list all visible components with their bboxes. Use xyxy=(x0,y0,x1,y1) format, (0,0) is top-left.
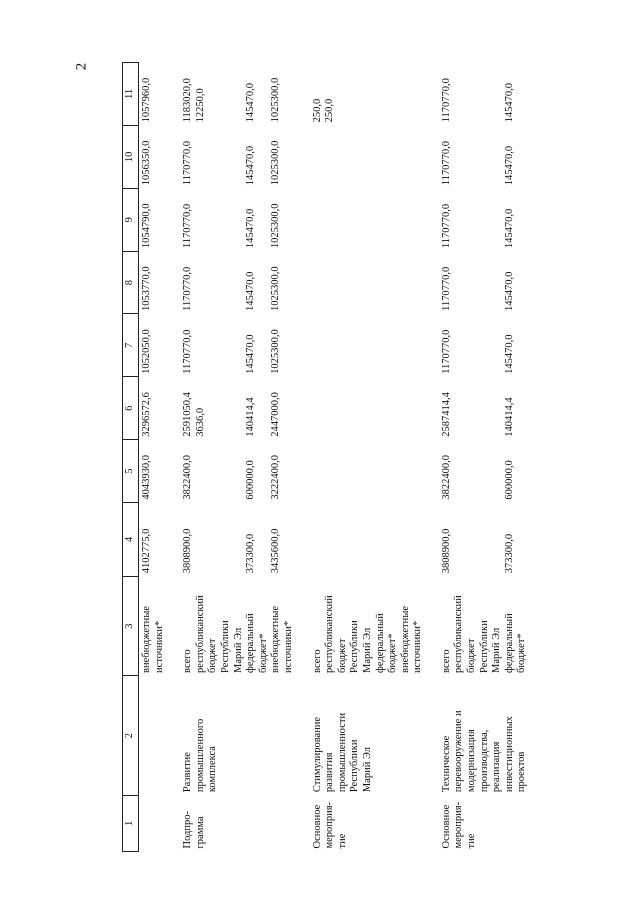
item-type-cell-line: Подпро- xyxy=(182,811,194,849)
year-value-cell xyxy=(310,377,427,440)
year-value-cell xyxy=(139,188,169,251)
year-value-cell-line xyxy=(479,317,492,374)
funding-source-cell-line: бюджет xyxy=(466,638,478,673)
year-value-cell-line: 1170770,0 xyxy=(440,203,452,249)
funding-source-cell-line: республиканский xyxy=(194,595,206,673)
year-value-cell-line xyxy=(233,191,246,248)
column-header-10: 10 xyxy=(123,125,139,188)
year-value-cell-line: 373300,0 xyxy=(245,533,257,574)
funding-source-cell-line: Республики xyxy=(478,620,490,673)
year-value-cell-line xyxy=(466,66,479,123)
column-header-1: 1 xyxy=(123,795,139,851)
item-name-cell-line: Развитие xyxy=(182,752,194,793)
year-value-cell-line: 1170770,0 xyxy=(440,329,452,374)
year-value-cell-line: 600000,0 xyxy=(245,460,257,500)
year-value-cell-line xyxy=(258,443,271,500)
year-value-cell xyxy=(180,125,297,188)
year-value-cell-line xyxy=(491,317,504,374)
year-value-cell-line: 4043930,0 xyxy=(141,454,152,500)
year-value-cell-line xyxy=(207,380,220,437)
year-value-cell-line: 1025300,0 xyxy=(270,203,282,249)
funding-source-cell-line: Республики xyxy=(219,620,231,673)
year-value-cell xyxy=(139,440,169,503)
year-value-cell-line xyxy=(466,317,479,374)
year-value-cell-line: 140414,4 xyxy=(245,397,257,437)
year-value-cell-line xyxy=(466,254,479,311)
year-value-cell xyxy=(439,314,531,377)
year-value-cell-line: 1170770,0 xyxy=(182,329,194,374)
item-name-cell-line: Марий Эл xyxy=(361,747,373,793)
year-value-cell-line xyxy=(466,506,479,574)
year-value-cell-line xyxy=(195,254,208,311)
year-value-cell-line: 1170770,0 xyxy=(440,141,452,186)
table-row xyxy=(180,63,297,852)
year-value-cell-line: 600000,0 xyxy=(503,460,515,500)
year-value-cell xyxy=(180,251,297,314)
year-value-cell-line xyxy=(258,128,271,185)
year-value-cell-line xyxy=(220,254,233,311)
funding-source-cell-line: всего xyxy=(440,649,452,673)
year-value-cell-line xyxy=(207,254,220,311)
year-value-cell-line xyxy=(233,506,246,574)
item-name-cell-line: проектов xyxy=(516,751,528,793)
item-name-cell xyxy=(139,676,169,795)
year-value-cell-line: 145470,0 xyxy=(245,83,257,123)
year-value-cell-line xyxy=(207,317,220,374)
year-value-cell-line xyxy=(207,128,220,185)
year-value-cell xyxy=(439,503,531,577)
year-value-cell-line: 3808900,0 xyxy=(440,528,452,574)
year-value-cell-line xyxy=(453,254,466,311)
item-type-cell xyxy=(180,795,297,851)
year-value-cell xyxy=(439,377,531,440)
year-value-cell-line: 145470,0 xyxy=(503,145,515,186)
funding-source-cell-line: всего xyxy=(182,649,194,673)
item-type-cell-line: мероприя- xyxy=(324,801,336,849)
year-value-cell xyxy=(180,314,297,377)
column-header-7: 7 xyxy=(123,314,139,377)
year-value-cell-line: 145470,0 xyxy=(245,208,257,249)
item-name-cell-line: инвестиционных xyxy=(503,716,515,793)
funding-source-cell xyxy=(439,576,531,676)
item-name-cell-line: промышленности xyxy=(336,712,348,793)
year-value-cell-line xyxy=(491,128,504,185)
year-value-cell xyxy=(180,377,297,440)
item-name-cell xyxy=(439,676,531,795)
year-value-cell xyxy=(310,251,427,314)
item-type-cell xyxy=(310,795,427,851)
year-value-cell-line: 3222400,0 xyxy=(270,454,282,500)
column-header-3: 3 xyxy=(123,576,139,676)
year-value-cell-line: 3636,0 xyxy=(194,407,206,437)
year-value-cell-line xyxy=(195,506,208,574)
year-value-cell-line xyxy=(479,254,492,311)
year-value-cell-line xyxy=(233,443,246,500)
year-value-cell xyxy=(139,125,169,188)
row-spacer xyxy=(427,63,439,852)
funding-source-cell-line: республиканский xyxy=(324,595,336,673)
item-type-cell xyxy=(139,795,169,851)
year-value-cell-line: 3296572,6 xyxy=(141,392,152,437)
year-value-cell xyxy=(180,503,297,577)
item-name-cell-line: Республики xyxy=(349,739,361,793)
year-value-cell-line xyxy=(207,506,220,574)
funding-source-cell-line: бюджет* xyxy=(387,633,399,673)
year-value-cell-line xyxy=(479,380,492,437)
year-value-cell-line xyxy=(258,317,271,374)
item-name-cell-line: Техническое xyxy=(440,735,452,793)
item-name-cell-line: реализация xyxy=(491,741,503,793)
year-value-cell-line xyxy=(479,506,492,574)
year-value-cell-line: 145470,0 xyxy=(503,271,515,311)
item-name-cell-line: модернизация xyxy=(466,729,478,793)
year-value-cell-line: 1057960,0 xyxy=(141,77,152,123)
funding-source-cell-line: Марий Эл xyxy=(491,627,503,673)
rotated-page-content xyxy=(122,62,532,852)
item-name-cell-line: промышленного xyxy=(194,718,206,793)
year-value-cell-line xyxy=(258,380,271,437)
year-value-cell-line xyxy=(195,191,208,248)
item-name-cell-line: производства, xyxy=(478,729,490,793)
year-value-cell-line xyxy=(491,66,504,123)
year-value-cell-line: 4102775,0 xyxy=(141,528,152,574)
table-row xyxy=(139,63,169,852)
year-value-cell-line xyxy=(491,191,504,248)
funding-source-cell-line: внебюджетные xyxy=(399,606,411,673)
year-value-cell xyxy=(139,63,169,126)
year-value-cell-line xyxy=(466,128,479,185)
budget-table xyxy=(122,62,531,852)
year-value-cell xyxy=(439,251,531,314)
year-value-cell-line: 1170770,0 xyxy=(182,141,194,186)
year-value-cell xyxy=(439,440,531,503)
funding-source-cell xyxy=(310,576,427,676)
year-value-cell-line: 2447000,0 xyxy=(270,392,282,437)
item-name-cell xyxy=(180,676,297,795)
year-value-cell-line xyxy=(220,443,233,500)
column-header-4: 4 xyxy=(123,503,139,577)
item-type-cell-line: Основное xyxy=(440,804,452,849)
year-value-cell-line: 3822400,0 xyxy=(440,454,452,500)
year-value-cell-line: 1025300,0 xyxy=(270,329,282,374)
table-header xyxy=(123,63,139,852)
year-value-cell xyxy=(180,63,297,126)
item-type-cell-line: Основное xyxy=(311,804,323,849)
funding-source-cell-line: источники* xyxy=(153,620,165,673)
year-value-cell-line xyxy=(207,443,220,500)
year-value-cell-line: 145470,0 xyxy=(503,83,515,123)
year-value-cell-line: 145470,0 xyxy=(245,145,257,186)
year-value-cell xyxy=(439,188,531,251)
year-value-cell-line xyxy=(453,443,466,500)
funding-source-cell-line: республиканский xyxy=(453,595,465,673)
funding-source-cell-line: всего xyxy=(311,649,323,673)
year-value-cell-line: 1183020,0 xyxy=(182,78,194,123)
year-value-cell-line: 145470,0 xyxy=(503,334,515,374)
year-value-cell-line xyxy=(453,506,466,574)
column-header-2: 2 xyxy=(123,676,139,795)
year-value-cell-line: 1170770,0 xyxy=(182,266,194,311)
year-value-cell-line: 145470,0 xyxy=(503,208,515,249)
year-value-cell-line: 145470,0 xyxy=(245,334,257,374)
year-value-cell-line xyxy=(258,191,271,248)
year-value-cell-line: 1025300,0 xyxy=(270,266,282,311)
page-number: 2 xyxy=(73,62,90,71)
year-value-cell-line xyxy=(233,317,246,374)
year-value-cell xyxy=(180,440,297,503)
year-value-cell-line: 3822400,0 xyxy=(182,454,194,500)
year-value-cell-line xyxy=(220,128,233,185)
year-value-cell-line xyxy=(220,380,233,437)
year-value-cell-line xyxy=(233,380,246,437)
item-name-cell-line: комплекса xyxy=(207,746,219,793)
item-name-cell-line: перевооружение и xyxy=(453,710,465,793)
table-row xyxy=(310,63,427,852)
year-value-cell-line: 12250,0 xyxy=(194,88,206,123)
year-value-cell-line xyxy=(220,66,233,123)
year-value-cell xyxy=(139,377,169,440)
year-value-cell-line xyxy=(220,506,233,574)
year-value-cell-line xyxy=(207,66,220,123)
year-value-cell xyxy=(139,314,169,377)
funding-source-cell xyxy=(139,576,169,676)
funding-source-cell-line: бюджет* xyxy=(516,633,528,673)
column-header-8: 8 xyxy=(123,251,139,314)
row-spacer xyxy=(168,63,180,852)
year-value-cell-line: 250,0 xyxy=(324,98,336,123)
year-value-cell-line: 140414,4 xyxy=(503,397,515,437)
year-value-cell-line xyxy=(233,128,246,185)
year-value-cell-line xyxy=(220,191,233,248)
year-value-cell-line: 373300,0 xyxy=(503,533,515,574)
funding-source-cell-line: федеральный xyxy=(503,613,515,673)
year-value-cell-line: 1170770,0 xyxy=(440,266,452,311)
year-value-cell-line xyxy=(466,380,479,437)
year-value-cell-line: 1052050,0 xyxy=(141,329,152,374)
item-name-cell-line: развития xyxy=(324,752,336,793)
funding-source-cell-line: внебюджетные xyxy=(270,606,282,673)
year-value-cell xyxy=(439,63,531,126)
year-value-cell-line xyxy=(491,254,504,311)
year-value-cell-line xyxy=(466,443,479,500)
year-value-cell-line: 3808900,0 xyxy=(182,528,194,574)
table-row xyxy=(439,63,531,852)
table-body xyxy=(139,63,532,852)
year-value-cell-line: 145470,0 xyxy=(245,271,257,311)
year-value-cell-line xyxy=(491,380,504,437)
item-type-cell-line: тие xyxy=(466,833,478,849)
funding-source-cell-line: Республики xyxy=(349,620,361,673)
year-value-cell xyxy=(180,188,297,251)
year-value-cell-line xyxy=(491,506,504,574)
year-value-cell-line: 1170770,0 xyxy=(182,203,194,249)
year-value-cell-line xyxy=(233,66,246,123)
year-value-cell-line xyxy=(258,66,271,123)
year-value-cell-line: 3435600,0 xyxy=(270,528,282,574)
funding-source-cell-line: внебюджетные xyxy=(141,606,152,673)
item-name-cell xyxy=(310,676,427,795)
year-value-cell-line xyxy=(453,380,466,437)
funding-source-cell-line: источники* xyxy=(412,620,424,673)
item-name-cell-line: Стимулирование xyxy=(311,716,323,793)
year-value-cell-line: 2591050,4 xyxy=(182,392,194,437)
column-header-11: 11 xyxy=(123,63,139,126)
funding-source-cell-line: источники* xyxy=(282,620,294,673)
year-value-cell-line xyxy=(207,191,220,248)
year-value-cell-line xyxy=(453,317,466,374)
year-value-cell-line xyxy=(479,443,492,500)
year-value-cell-line xyxy=(479,191,492,248)
year-value-cell-line xyxy=(491,443,504,500)
year-value-cell-line: 1025300,0 xyxy=(270,140,282,186)
year-value-cell-line: 1056350,0 xyxy=(141,140,152,186)
funding-source-cell-line: Марий Эл xyxy=(361,627,373,673)
year-value-cell-line xyxy=(233,254,246,311)
item-type-cell-line: грамма xyxy=(194,816,206,849)
year-value-cell-line: 1025300,0 xyxy=(270,77,282,123)
year-value-cell xyxy=(310,63,427,126)
year-value-cell xyxy=(310,125,427,188)
year-value-cell-line xyxy=(258,254,271,311)
year-value-cell-line xyxy=(479,128,492,185)
column-header-9: 9 xyxy=(123,188,139,251)
item-type-cell xyxy=(439,795,531,851)
item-type-cell-line: тие xyxy=(336,833,348,849)
column-header-5: 5 xyxy=(123,440,139,503)
year-value-cell-line xyxy=(466,191,479,248)
year-value-cell-line xyxy=(195,128,208,185)
year-value-cell-line: 2587414,4 xyxy=(440,392,452,437)
year-value-cell-line xyxy=(258,506,271,574)
funding-source-cell-line: бюджет xyxy=(336,638,348,673)
funding-source-cell-line: Марий Эл xyxy=(232,627,244,673)
year-value-cell xyxy=(139,251,169,314)
funding-source-cell-line: федеральный xyxy=(374,613,386,673)
year-value-cell-line xyxy=(453,66,466,123)
year-value-cell xyxy=(310,440,427,503)
year-value-cell-line: 1054790,0 xyxy=(141,203,152,249)
row-spacer xyxy=(298,63,310,852)
funding-source-cell-line: бюджет* xyxy=(257,633,269,673)
year-value-cell-line xyxy=(453,191,466,248)
year-value-cell-line: 1170770,0 xyxy=(440,78,452,123)
year-value-cell-line: 1053770,0 xyxy=(141,266,152,311)
year-value-cell xyxy=(310,188,427,251)
year-value-cell xyxy=(310,503,427,577)
funding-source-cell xyxy=(180,576,297,676)
year-value-cell-line xyxy=(220,317,233,374)
funding-source-cell-line: бюджет xyxy=(207,638,219,673)
year-value-cell-line xyxy=(195,317,208,374)
funding-source-cell-line: федеральный xyxy=(245,613,257,673)
year-value-cell xyxy=(439,125,531,188)
year-value-cell-line xyxy=(195,443,208,500)
column-header-6: 6 xyxy=(123,377,139,440)
year-value-cell xyxy=(310,314,427,377)
year-value-cell-line xyxy=(479,66,492,123)
year-value-cell xyxy=(139,503,169,577)
year-value-cell-line xyxy=(453,128,466,185)
item-type-cell-line: мероприя- xyxy=(453,801,465,849)
year-value-cell-line: 250,0 xyxy=(311,98,323,123)
